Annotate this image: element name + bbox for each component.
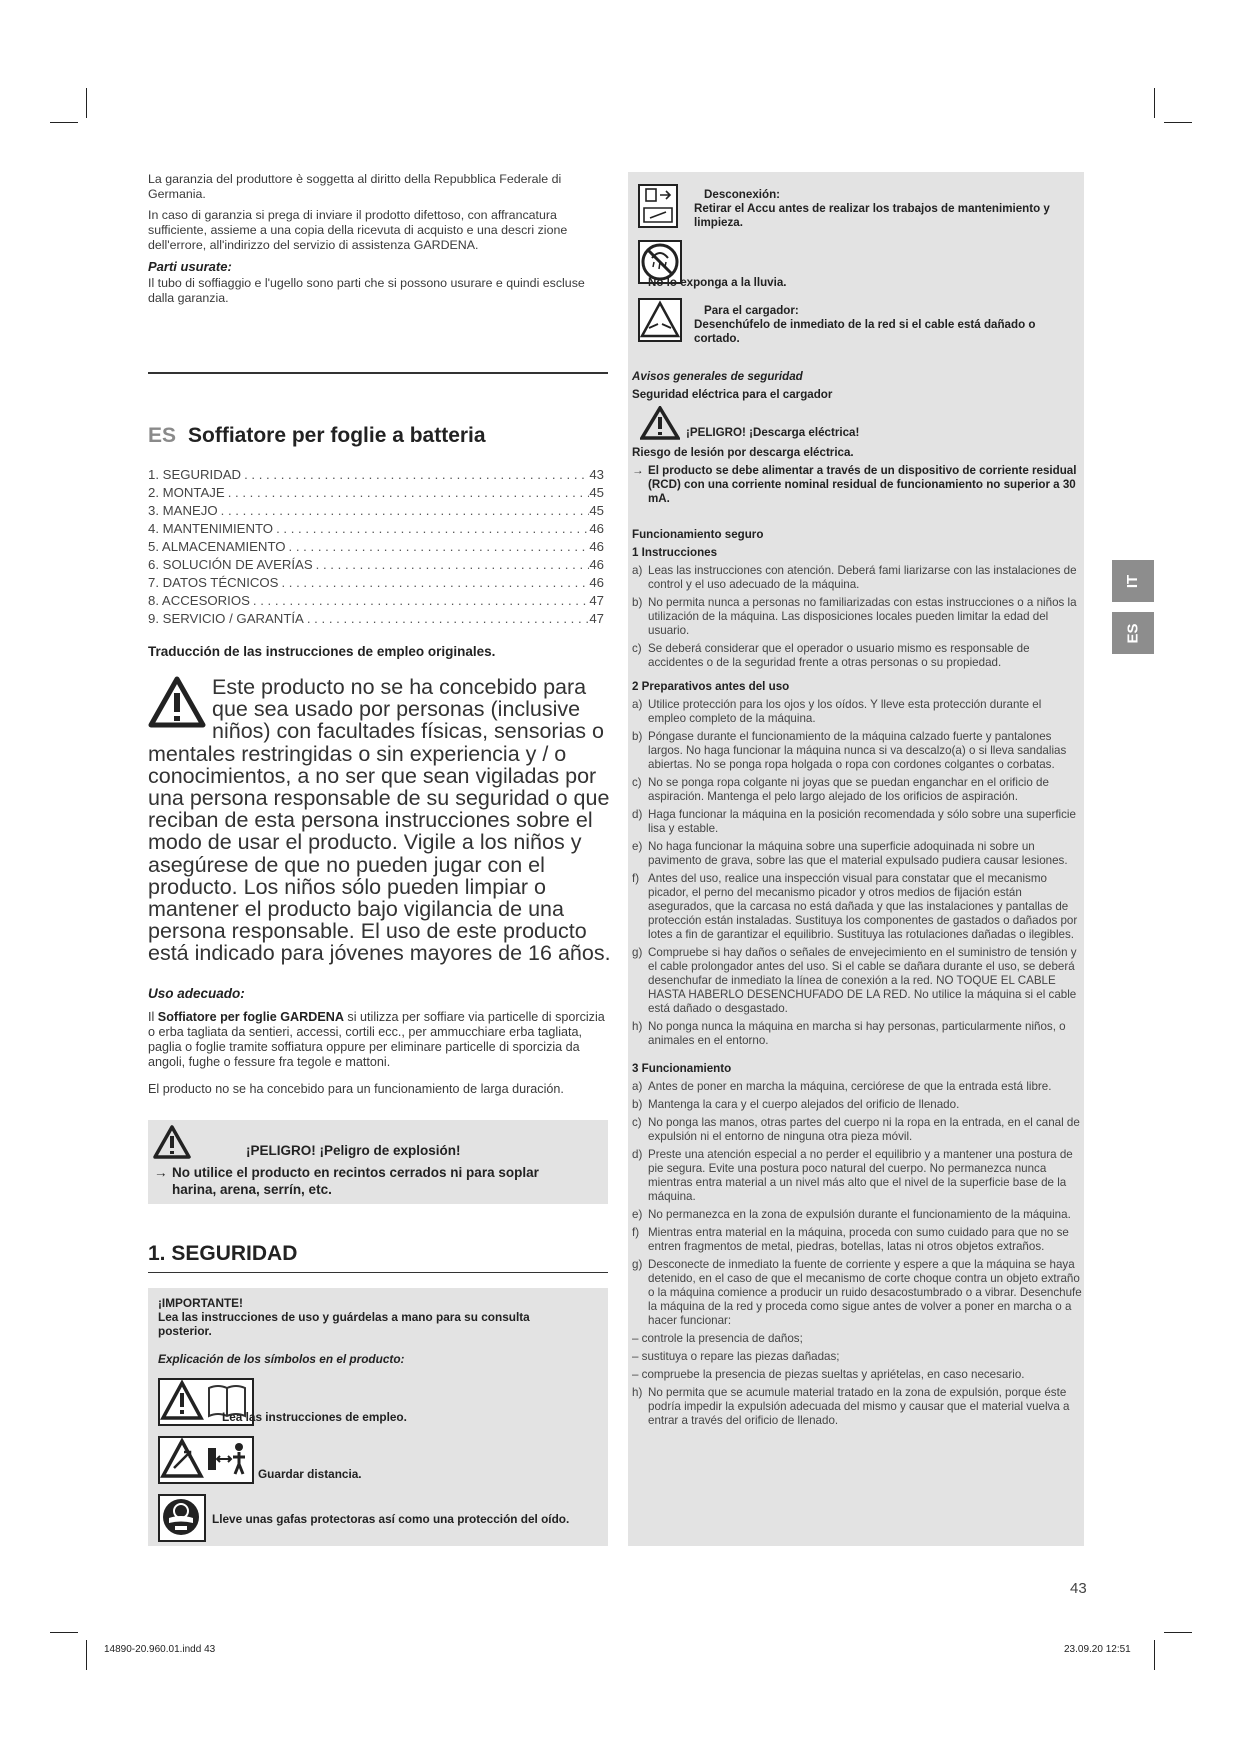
toc-row[interactable]: [148, 538, 604, 556]
s1-heading: 1 Instrucciones: [632, 546, 718, 559]
crop-mark: [86, 88, 87, 118]
funcionamiento-seguro: [632, 528, 1082, 1432]
list-item: [632, 1258, 1082, 1328]
symbol-2-text: Guardar distancia.: [258, 1467, 362, 1481]
explosion-title: ¡PELIGRO! ¡Peligro de explosión!: [246, 1143, 461, 1158]
list-item: [632, 1020, 1082, 1048]
toc-label: 6. SOLUCIÓN DE AVERÍAS: [148, 557, 313, 572]
peligro-descarga-title: ¡PELIGRO! ¡Descarga eléctrica!: [686, 426, 860, 439]
uso-adecuado-paragraph: [148, 1010, 608, 1070]
toc-page: 46: [589, 539, 604, 554]
importante-title: ¡IMPORTANTE!: [158, 1296, 243, 1310]
toc-label: 4. MANTENIMIENTO: [148, 521, 274, 536]
tab-es[interactable]: [1112, 612, 1154, 654]
page-title: [148, 424, 486, 448]
list-item-text: No permanezca en la zona de expulsión durante el funcionamiento de la máquina.: [648, 1208, 1071, 1221]
uso-prefix: Il: [148, 1010, 158, 1024]
list-item-key: h): [632, 1386, 643, 1399]
list-item: [632, 1226, 1082, 1254]
list-item: [632, 946, 1082, 1016]
list-item-text: Mantenga la cara y el cuerpo alejados del orificio de llenado.: [648, 1098, 960, 1111]
list-item-key: c): [632, 776, 642, 789]
func-seguro-heading: Funcionamiento seguro: [632, 528, 764, 541]
seg-electrica-heading: Seguridad eléctrica para el cargador: [632, 388, 833, 401]
list-item-text: Utilice protección para los ojos y los oídos. Y lleve esta protección durante el empleo completo de la máquina.: [648, 698, 1042, 725]
keep-distance-icon: [206, 1440, 248, 1478]
crop-mark: [1164, 122, 1192, 123]
warning-triangle-icon: [160, 1438, 204, 1480]
tab-it-label: IT: [1124, 574, 1142, 588]
toc-leader: [273, 520, 589, 538]
warning-triangle-icon: [148, 676, 206, 728]
list-item-text: Compruebe si hay daños o señales de envejecimiento en el suministro de tensión y el cable prolongador antes del uso. Si el cable se dañara durante el uso, se deberá desenchufar de inmediato la línea de conexión a la red. NO TOQUE EL CABLE HASTA HABERLO DESENCHUFADO DE LA RED. No utilice la máquina si el cable está dañado o desgastado.: [648, 946, 1077, 1015]
list-item-text: Desconecte de inmediato la fuente de corriente y espere a que la máquina se haya detenido, en el caso de que el mecanismo de corte choque contra un objeto extraño o la máquina comience a producir un ruido desacostumbrado o a vibrar. Desenchufe la máquina de la red y proceda como sigue antes de volver a poner en marcha o a hacer funcionar:: [648, 1258, 1082, 1327]
list-item-text: Se deberá considerar que el operador o usuario mismo es responsable de accidentes o de la seguridad frente a otras personas o su propiedad.: [648, 642, 1030, 669]
dash-item-1: – controle la presencia de daños;: [632, 1332, 803, 1345]
toc-row[interactable]: [148, 592, 604, 610]
toc-page: 46: [589, 575, 604, 590]
list-item: [632, 730, 1082, 772]
list-item-text: No se ponga ropa colgante ni joyas que se puedan enganchar en el orificio de aspiración. Mantenga el pelo largo alejado de los orificios de aspiración.: [648, 776, 1049, 803]
toc-row[interactable]: [148, 502, 604, 520]
section-divider: [148, 372, 608, 374]
desconexion-title: Desconexión:: [704, 188, 781, 201]
list-item-key: f): [632, 872, 640, 885]
page-number: 43: [1070, 1580, 1087, 1597]
list-item-key: b): [632, 1098, 643, 1111]
translation-note: Traducción de las instrucciones de empleo originales.: [148, 644, 496, 659]
list-item: [632, 1386, 1082, 1428]
list-item: [632, 1080, 1082, 1094]
toc-row[interactable]: [148, 610, 604, 628]
s3-list: [632, 1080, 1082, 1328]
list-item-text: Haga funcionar la máquina en la posición recomendada y sólo sobre una superficie lisa y estable.: [648, 808, 1076, 835]
arrow-icon: →: [632, 464, 644, 477]
list-item: [632, 596, 1082, 638]
list-item: [632, 776, 1082, 804]
toc-leader: [286, 538, 590, 556]
uso-adecuado-heading: Uso adecuado:: [148, 986, 245, 1001]
seguridad-heading: 1. SEGURIDAD: [148, 1242, 298, 1265]
list-item-text: No ponga las manos, otras partes del cuerpo ni la ropa en la entrada, en el canal de expulsión ni el entorno de ninguna otra pieza móvil.: [648, 1116, 1080, 1143]
toc-label: 5. ALMACENAMIENTO: [148, 539, 286, 554]
dash-item-3: – compruebe la presencia de piezas sueltas y apriételas, en caso necesario.: [632, 1368, 1025, 1381]
toc-row[interactable]: [148, 574, 604, 592]
lluvia-text: No lo exponga a la lluvia.: [648, 276, 787, 289]
toc-page: 47: [589, 611, 604, 626]
toc-leader: [225, 484, 590, 502]
dash-item-2: – sustituya o repare las piezas dañadas;: [632, 1350, 840, 1363]
toc-label: 2. MONTAJE: [148, 485, 225, 500]
uso-rest: si utilizza per soffiare via particelle di sporcizia o erba tagliata da sentieri, accessi, cortili ecc., per ammucchiare erba tagliata, paglia o foglie tramite soffiatura oppure per eliminare particelle di sporcizia da angoli, fughe o fessure fra tegole e mattoni.: [148, 1010, 605, 1069]
tab-it[interactable]: [1112, 560, 1154, 602]
list-item: [632, 1208, 1082, 1222]
importante-block: [158, 1296, 578, 1366]
list-item: [632, 564, 1082, 592]
list-item-key: g): [632, 946, 643, 959]
big-warning: [148, 676, 614, 965]
toc-leader: [278, 574, 589, 592]
battery-removal-icon: [638, 184, 678, 228]
simbolos-heading: Explicación de los símbolos en el producto:: [158, 1352, 405, 1366]
list-item-text: No permita que se acumule material tratado en la zona de expulsión, porque éste podría impedir la expulsión adecuada del mismo y causar que el material vuelva a entrar a través del orificio de llenado.: [648, 1386, 1070, 1427]
avisos-heading: Avisos generales de seguridad: [632, 370, 803, 383]
importante-text: Lea las instrucciones de uso y guárdelas a mano para su consulta posterior.: [158, 1310, 530, 1338]
list-item: [632, 808, 1082, 836]
rcd-text-content: El producto se debe alimentar a través de un dispositivo de corriente residual (RCD) con una corriente nominal residual de funcionamiento no superior a 30 mA.: [648, 464, 1077, 505]
cargador-block: [694, 304, 1074, 346]
list-item-key: e): [632, 1208, 643, 1221]
crop-mark: [1154, 1640, 1155, 1670]
list-item-text: No haga funcionar la máquina sobre una superficie adoquinada ni sobre un pavimento de grava, sobre las que el material expulsado pudiera causar lesiones.: [648, 840, 1068, 867]
list-item: [632, 872, 1082, 942]
s1-list: [632, 564, 1082, 670]
crop-mark: [1154, 88, 1155, 118]
list-item: [632, 1116, 1082, 1144]
uso-duration-paragraph: El producto no se ha concebido para un funcionamiento de larga duración.: [148, 1082, 564, 1096]
tab-es-label: ES: [1124, 622, 1142, 644]
list-item-text: Mientras entra material en la máquina, proceda con sumo cuidado para que no se entren fragmentos de metal, piedras, botellas, latas ni otros objetos extraños.: [648, 1226, 1069, 1253]
crop-mark: [86, 1640, 87, 1670]
list-item: [632, 1098, 1082, 1112]
list-item: [632, 840, 1082, 868]
toc-row[interactable]: [148, 484, 604, 502]
list-item-key: c): [632, 642, 642, 655]
desconexion-block: [694, 188, 1074, 230]
cargador-text: Desenchúfelo de inmediato de la red si el cable está dañado o cortado.: [694, 318, 1036, 345]
list-item-text: Póngase durante el funcionamiento de la máquina calzado fuerte y pantalones largos. No haga funcionar la máquina nunca si va descalzo(a) o si lleva sandalias abiertas. No se ponga ropa holgada o ropa con cordones colgantes o corbatas.: [648, 730, 1067, 771]
parti-usurate-heading: Parti usurate:: [148, 259, 232, 274]
toc-page: 46: [589, 521, 604, 536]
warranty-paragraph-2: In caso di garanzia si prega di inviare il prodotto difettoso, con affrancatura sufficiente, assieme a una copia della ricevuta di acquisto e una descri zione dell'errore, all'indirizzo del servizio di assistenza GARDENA.: [148, 208, 568, 252]
toc-row[interactable]: [148, 520, 604, 538]
list-item-text: Antes de poner en marcha la máquina, cerciórese de que la entrada está libre.: [648, 1080, 1052, 1093]
list-item-text: Leas las instrucciones con atención. Deberá fami liarizarse con las instalaciones de control y el uso adecuado de la máquina.: [648, 564, 1077, 591]
s3-heading: 3 Funcionamiento: [632, 1062, 732, 1075]
toc-leader: [241, 466, 589, 484]
footer-file: 14890-20.960.01.indd 43: [104, 1644, 216, 1655]
toc-leader: [304, 610, 589, 628]
riesgo-text: Riesgo de lesión por descarga eléctrica.: [632, 446, 854, 459]
list-item-key: d): [632, 1148, 643, 1161]
language-code: ES: [148, 424, 177, 447]
crop-mark: [1164, 1632, 1192, 1633]
desconexion-text: Retirar el Accu antes de realizar los trabajos de mantenimiento y limpieza.: [694, 202, 1050, 229]
toc-leader: [313, 556, 590, 574]
rcd-block: [632, 446, 1082, 506]
list-item-key: a): [632, 1080, 643, 1093]
list-item-key: c): [632, 1116, 642, 1129]
explosion-text-content: No utilice el producto en recintos cerrados ni para soplar harina, arena, serrín, etc.: [172, 1165, 539, 1197]
cargador-title: Para el cargador:: [704, 304, 799, 317]
list-item-text: Antes del uso, realice una inspección visual para constatar que el mecanismo picador, el perno del mecanismo picador y otros medios de fijación están asegurados, que la carcasa no está dañada y que las instalaciones y pantallas de protección están instaladas. Sustituya los componentes de gastados o dañados por lotes a fin de garantizar el equilibrio. Sustituya las rotulaciones dañadas o ilegibles.: [648, 872, 1078, 941]
section-divider: [148, 1272, 608, 1273]
warning-triangle-icon: [152, 1124, 192, 1160]
s2-heading: 2 Preparativos antes del uso: [632, 680, 790, 693]
big-warning-text: Este producto no se ha concebido para que sea usado por personas (inclusive niños) con facultades físicas, sensorias o mentales restringidas o sin experiencia y / o conocimientos, a no ser que sean vigiladas por una persona responsable de su seguridad o que reciban de esta persona instrucciones sobre el modo de usar el producto. Vigile a los niños y asegúrese de que no pueden jugar con el producto. Los niños sólo pueden limpiar o mantener el producto bajo vigilancia de una persona responsable. El uso de este producto está indicado para jóvenes mayores de 16 años.: [148, 675, 611, 966]
avisos-block: [632, 370, 1082, 402]
toc-label: 7. DATOS TÉCNICOS: [148, 575, 279, 590]
parti-usurate-text: Il tubo di soffiaggio e l'ugello sono parti che si possono usurare e quindi escluse dalla garanzia.: [148, 276, 585, 305]
arrow-icon: →: [154, 1165, 168, 1180]
crop-mark: [50, 1632, 78, 1633]
table-of-contents: [148, 466, 604, 628]
list-item-text: No permita nunca a personas no familiarizadas con estas instrucciones o a niños la utilización de la máquina. Las disposiciones locales pueden limitar la edad del usuario.: [648, 596, 1077, 637]
toc-page: 43: [589, 467, 604, 482]
toc-label: 1. SEGURIDAD: [148, 467, 242, 482]
list-item-text: No ponga nunca la máquina en marcha si hay personas, particularmente niños, o animales en el entorno.: [648, 1020, 1066, 1047]
crop-mark: [50, 122, 78, 123]
toc-row[interactable]: [148, 466, 604, 484]
toc-page: 45: [589, 503, 604, 518]
goggles-ear-protection-icon: [160, 1496, 202, 1538]
list-item-text: Preste una atención especial a no perder el equilibrio y a mantener una postura de pie segura. Evite una postura poco natural del cuerpo. No permanezca nunca mientras entra material a un nivel más alto que el nivel de la superficie base de la máquina.: [648, 1148, 1073, 1203]
toc-label: 3. MANEJO: [148, 503, 218, 518]
charger-warning-icon: [638, 298, 682, 342]
warning-triangle-icon: [640, 406, 680, 440]
title-text: Soffiatore per foglie a batteria: [188, 424, 486, 447]
list-item-key: g): [632, 1258, 643, 1271]
list-item: [632, 1148, 1082, 1204]
list-item-key: a): [632, 698, 643, 711]
list-item: [632, 642, 1082, 670]
toc-label: 9. SERVICIO / GARANTÍA: [148, 611, 304, 626]
toc-label: 8. ACCESORIOS: [148, 593, 250, 608]
warranty-section: [148, 172, 608, 312]
list-item-key: b): [632, 730, 643, 743]
list-item-key: h): [632, 1020, 643, 1033]
symbol-1-text: Lea las instrucciones de empleo.: [222, 1410, 407, 1424]
list-item-key: a): [632, 564, 643, 577]
footer-date: 23.09.20 12:51: [1064, 1644, 1131, 1655]
list-item-key: d): [632, 808, 643, 821]
product-name: Soffiatore per foglie GARDENA: [157, 1010, 344, 1024]
s2-list: [632, 698, 1082, 1048]
toc-page: 47: [589, 593, 604, 608]
toc-page: 46: [589, 557, 604, 572]
toc-row[interactable]: [148, 556, 604, 574]
toc-page: 45: [589, 485, 604, 500]
list-item-key: b): [632, 596, 643, 609]
warning-triangle-icon: [160, 1380, 204, 1422]
list-item: [632, 698, 1082, 726]
list-item-key: e): [632, 840, 643, 853]
symbol-3-text: Lleve unas gafas protectoras así como una protección del oído.: [212, 1512, 570, 1526]
explosion-text: [154, 1164, 584, 1198]
toc-leader: [218, 502, 590, 520]
toc-leader: [250, 592, 589, 610]
rcd-text: [632, 464, 1082, 506]
warranty-paragraph-1: La garanzia del produttore è soggetta al diritto della Repubblica Federale di Germania.: [148, 172, 562, 201]
list-item-key: f): [632, 1226, 640, 1239]
